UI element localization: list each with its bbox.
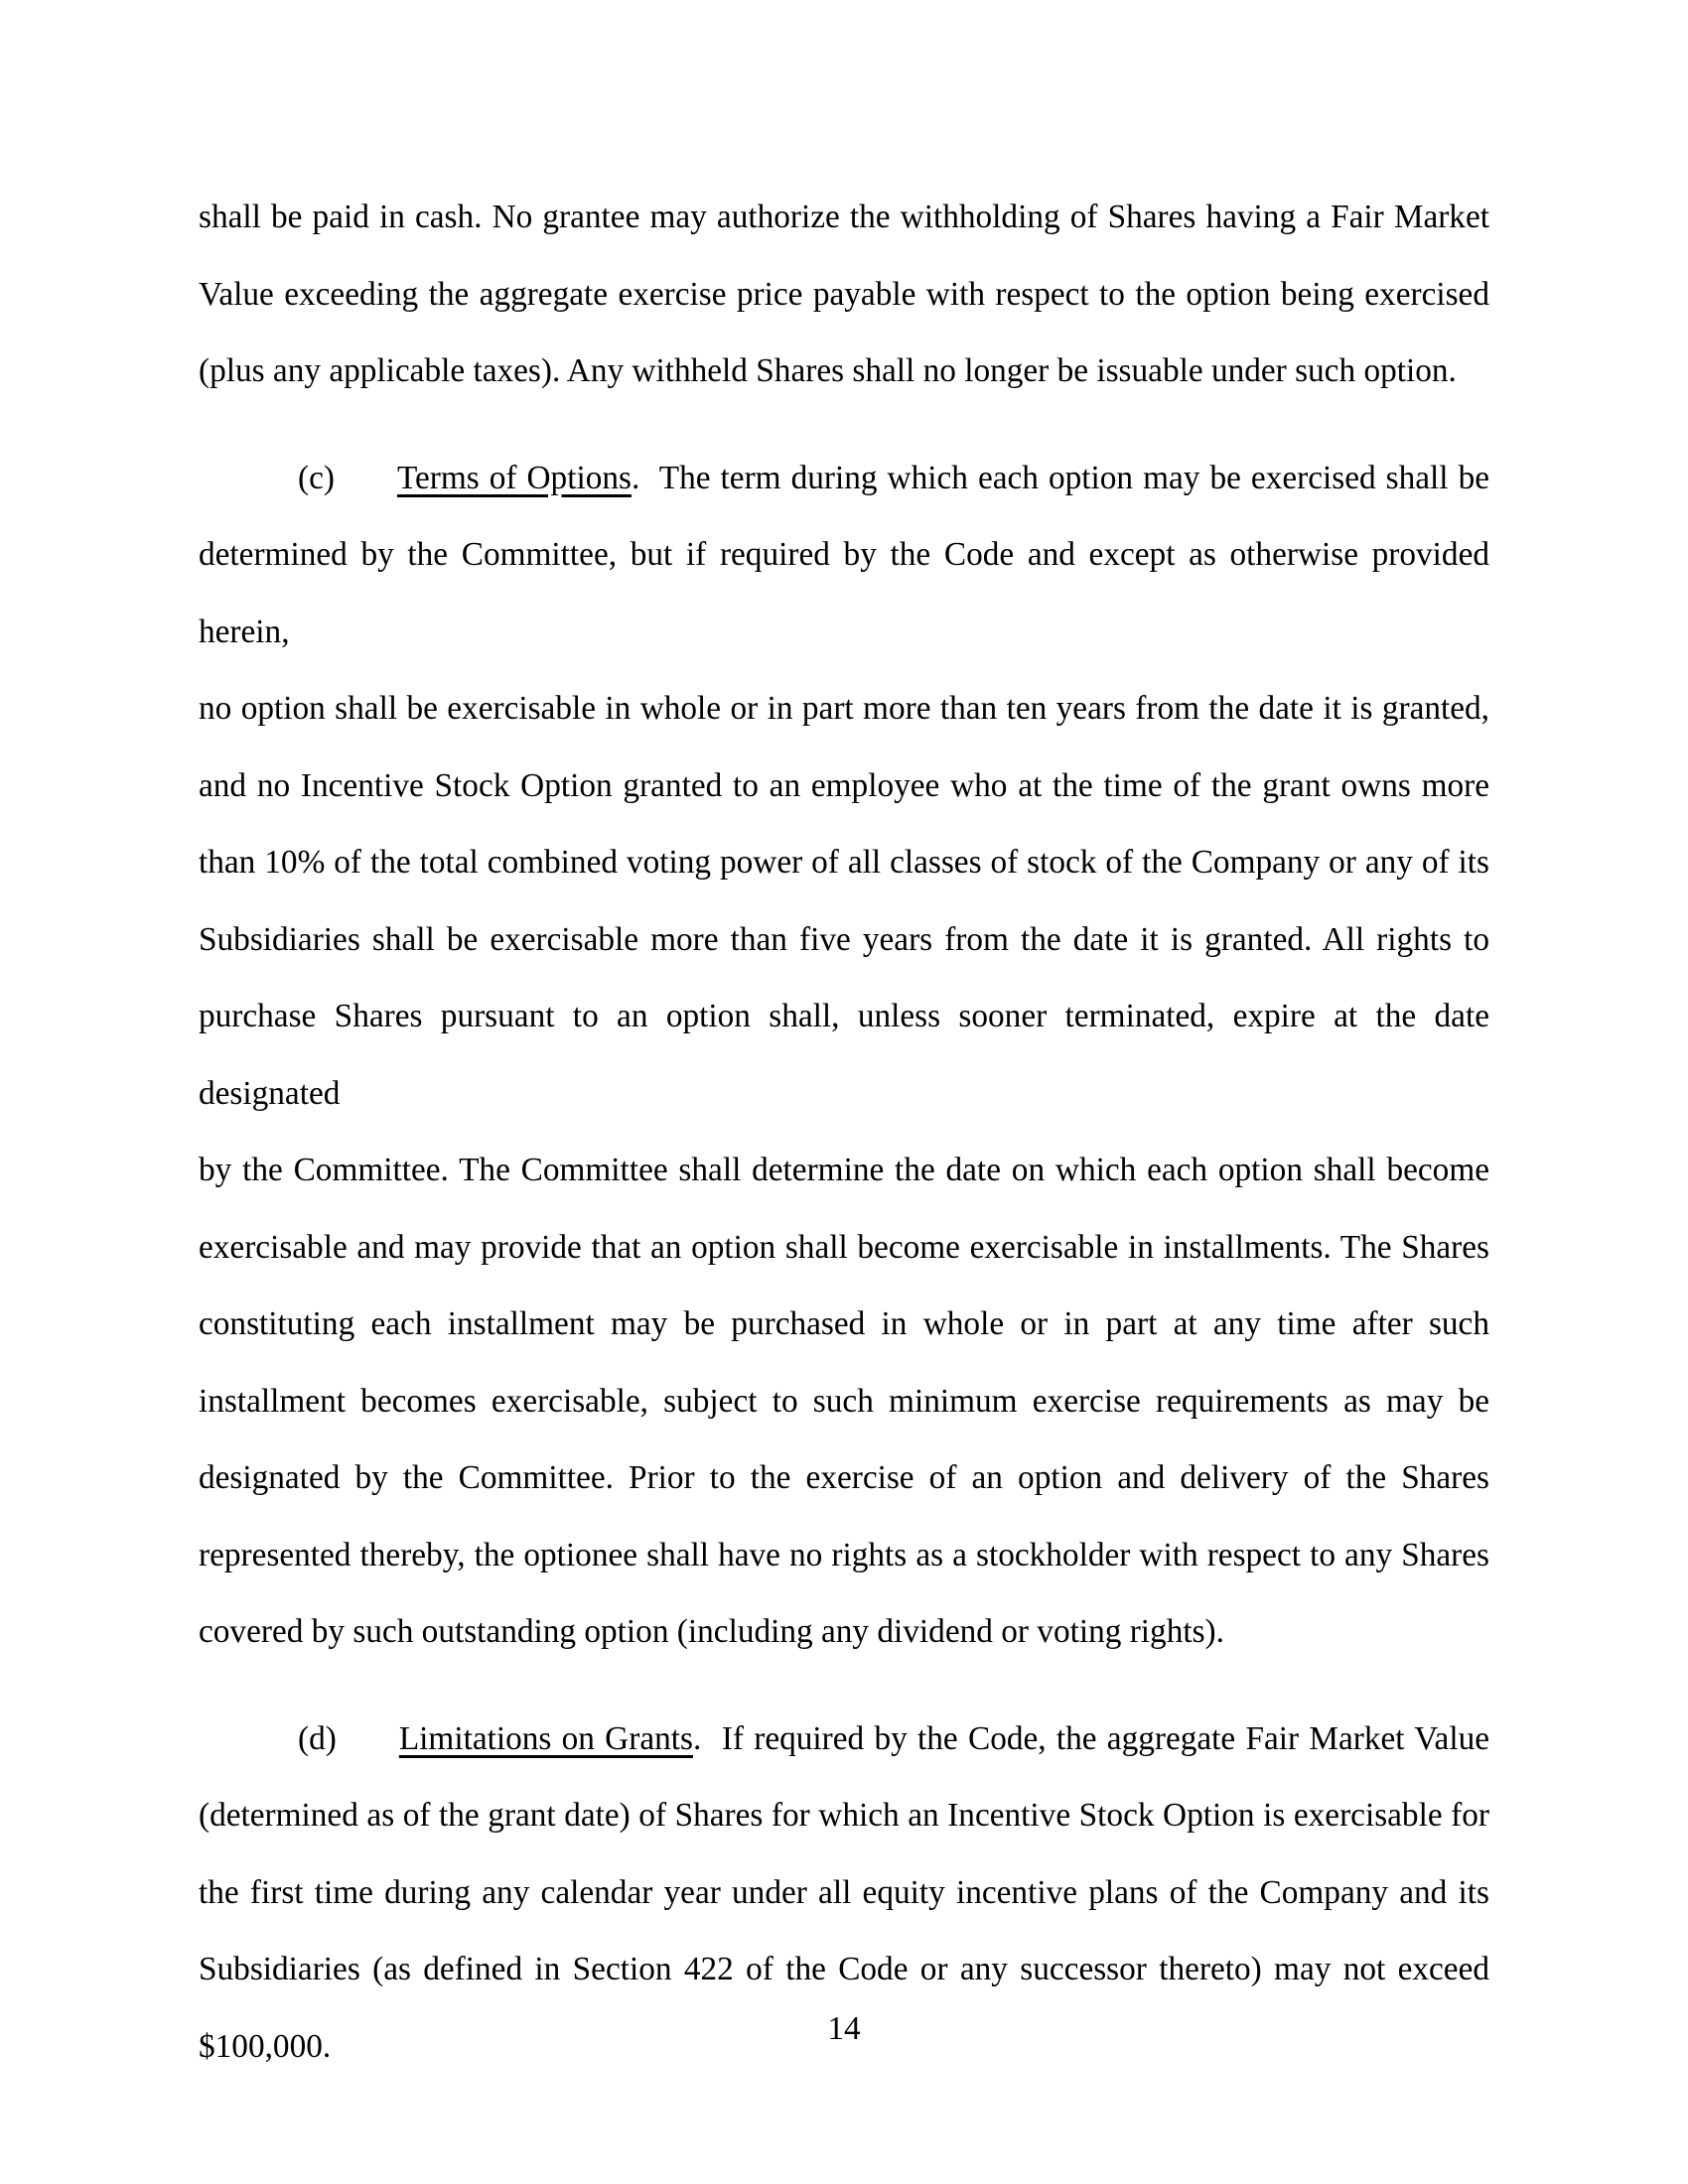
paragraph-letter: (d) — [298, 1719, 337, 1757]
page-number: 14 — [827, 2010, 861, 2047]
paragraph-letter: (c) — [298, 459, 335, 496]
text-line: shall be paid in cash. No grantee may authorize the withholding of Shares having a Fair Market — [199, 199, 1489, 235]
text-line: exercisable and may provide that an option shall become exercisable in installments. The Shares — [199, 1228, 1489, 1266]
paragraph-heading: Terms of Options — [396, 459, 632, 496]
paragraph-terms-of-options — [199, 440, 1489, 1671]
text-line: than 10% of the total combined voting power of all classes of stock of the Company or any of its — [199, 844, 1489, 881]
text-line: no option shall be exercisable in whole or in part more than ten years from the date it is granted, — [199, 690, 1489, 727]
text-line: purchase Shares pursuant to an option shall, unless sooner terminated, expire at the date designated — [199, 998, 1489, 1112]
body-text — [199, 179, 1489, 2115]
text-line: $100,000. — [199, 2027, 332, 2065]
text-line: determined by the Committee, but if required by the Code and except as otherwise provided herein, — [199, 536, 1489, 650]
text-line: installment becomes exercisable, subject to such minimum exercise requirements as may be — [199, 1382, 1489, 1420]
text-line: covered by such outstanding option (including any dividend or voting rights). — [199, 1613, 1224, 1650]
paragraph-heading: Limitations on Grants — [398, 1719, 693, 1757]
text-line: Subsidiaries shall be exercisable more than five years from the date it is granted. All rights to — [199, 920, 1489, 958]
text-line — [199, 440, 1489, 517]
text-line: by the Committee. The Committee shall determine the date on which each option shall become — [199, 1152, 1489, 1188]
text-line: and no Incentive Stock Option granted to an employee who at the time of the grant owns more — [199, 766, 1489, 804]
text-line: constituting each installment may be purchased in whole or in part at any time after such — [199, 1305, 1489, 1342]
text-line: (plus any applicable taxes). Any withheld Shares shall no longer be issuable under such option. — [199, 352, 1457, 389]
text-line: represented thereby, the optionee shall have no rights as a stockholder with respect to any Shares — [199, 1536, 1489, 1573]
text-line: Subsidiaries (as defined in Section 422 of the Code or any successor thereto) may not exceed — [199, 1951, 1489, 1987]
heading-following-text: . The term during which each option may be exercised shall be — [631, 459, 1490, 496]
text-line: Value exceeding the aggregate exercise price payable with respect to the option being exercised — [199, 275, 1489, 313]
text-line: (determined as of the grant date) of Shares for which an Incentive Stock Option is exercisable for — [199, 1797, 1489, 1834]
text-line: designated by the Committee. Prior to the exercise of an option and delivery of the Shares — [199, 1459, 1489, 1496]
text-line: the first time during any calendar year under all equity incentive plans of the Company and its — [199, 1873, 1489, 1911]
heading-following-text: . If required by the Code, the aggregate Fair Market Value — [692, 1719, 1490, 1757]
paragraph-continuation — [199, 179, 1489, 410]
text-line — [199, 1701, 1489, 1778]
